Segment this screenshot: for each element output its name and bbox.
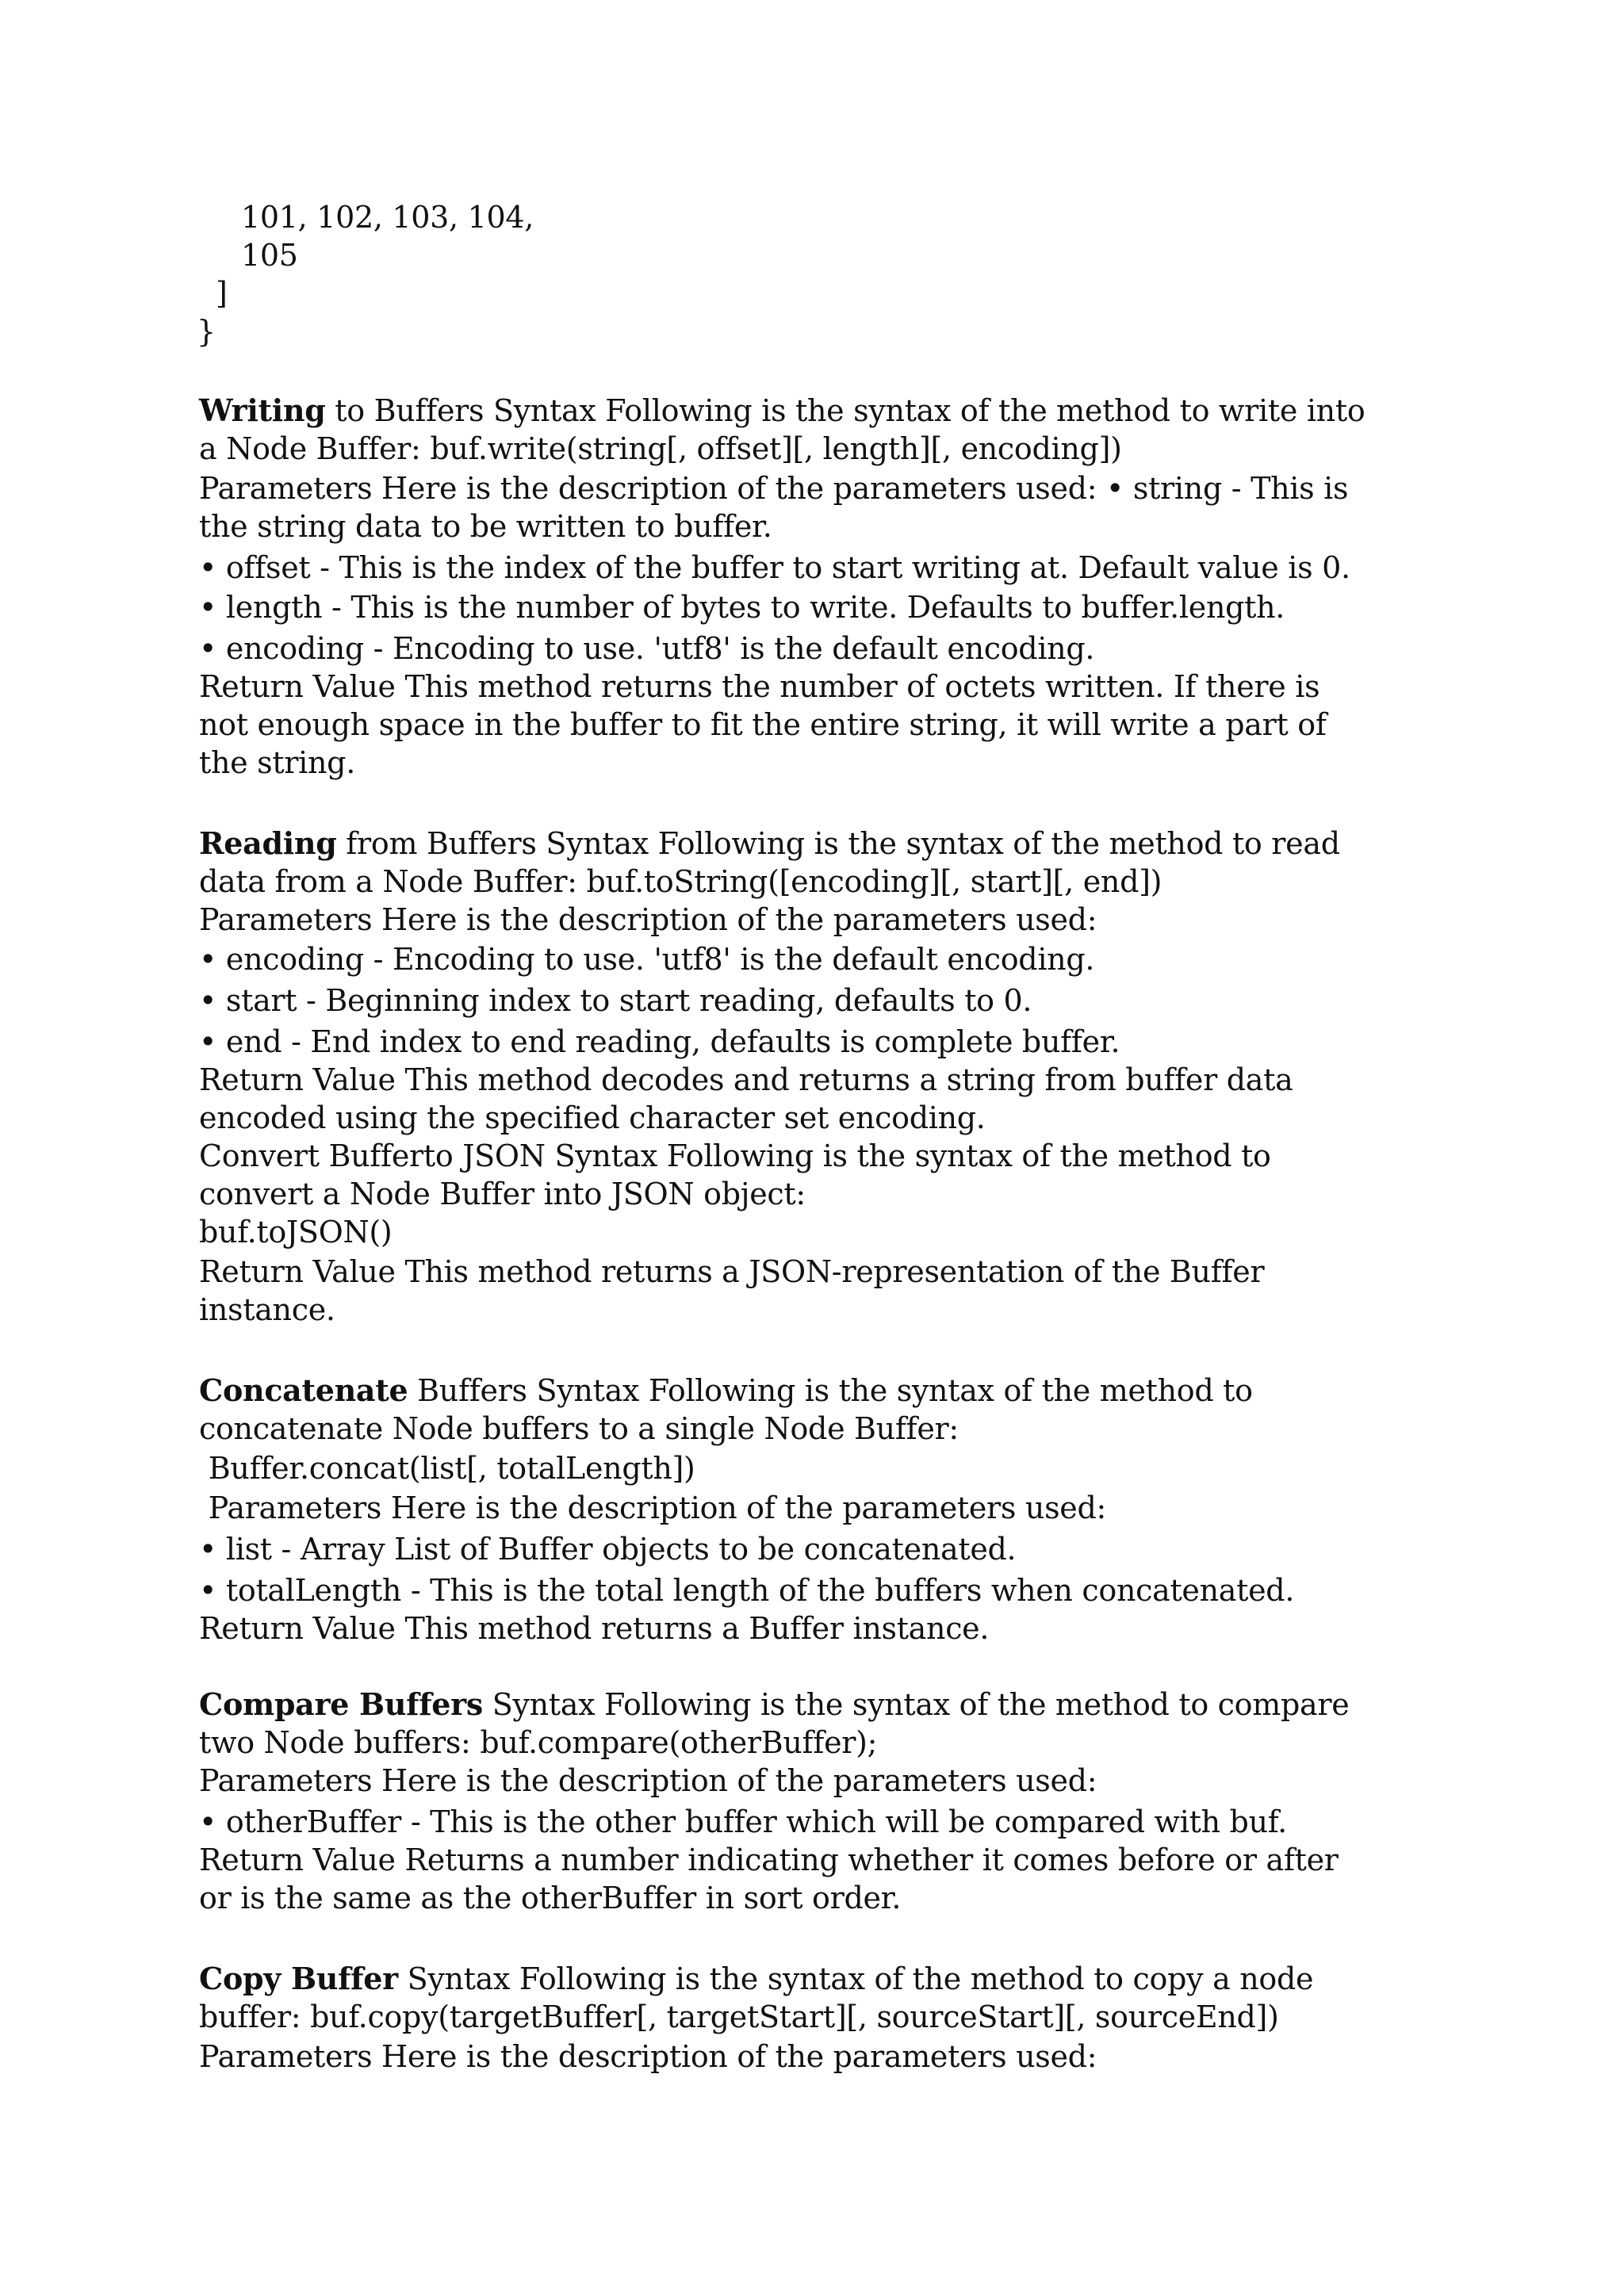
paragraph-line: Return Value This method returns a Buffer instance. xyxy=(199,1611,990,1646)
paragraph-line: the string data to be written to buffer. xyxy=(199,509,772,544)
paragraph-line: not enough space in the buffer to fit the entire string, it will write a part of xyxy=(199,707,1327,742)
bullet-item: • encoding - Encoding to use. 'utf8' is the default encoding. xyxy=(199,631,1095,666)
writing-heading-line xyxy=(199,392,1365,430)
paragraph-line: Parameters Here is the description of the parameters used: xyxy=(199,2039,1097,2074)
copy-heading: Copy Buffer xyxy=(199,1961,398,1996)
reading-heading: Reading xyxy=(199,825,337,861)
paragraph-line: data from a Node Buffer: buf.toString([encoding][, start][, end]) xyxy=(199,864,1162,899)
copy-heading-rest: Syntax Following is the syntax of the method to copy a node xyxy=(397,1961,1314,1996)
bullet-item: • encoding - Encoding to use. 'utf8' is the default encoding. xyxy=(199,942,1095,977)
compare-heading-line xyxy=(199,1686,1349,1724)
bullet-item: • offset - This is the index of the buffer to start writing at. Default value is 0. xyxy=(199,550,1350,585)
code-line: 101, 102, 103, 104, xyxy=(241,200,534,235)
paragraph-line: buf.toJSON() xyxy=(199,1215,393,1249)
writing-heading-rest: to Buffers Syntax Following is the syntax of the method to write into xyxy=(325,393,1365,428)
paragraph-line: Return Value This method returns the number of octets written. If there is xyxy=(199,669,1320,704)
paragraph-line: Convert Bufferto JSON Syntax Following is the syntax of the method to xyxy=(199,1138,1271,1173)
bullet-item: • otherBuffer - This is the other buffer which will be compared with buf. xyxy=(199,1804,1287,1839)
paragraph-line: concatenate Node buffers to a single Node Buffer: xyxy=(199,1411,959,1446)
writing-heading: Writing xyxy=(199,392,326,428)
copy-heading-line xyxy=(199,1960,1313,1998)
bullet-item: • list - Array List of Buffer objects to be concatenated. xyxy=(199,1532,1017,1567)
reading-heading-line xyxy=(199,825,1340,863)
paragraph-line: Parameters Here is the description of the parameters used: xyxy=(199,1490,1106,1525)
paragraph-line: encoded using the specified character set encoding. xyxy=(199,1100,986,1135)
paragraph-line: instance. xyxy=(199,1292,335,1327)
compare-heading-rest: Syntax Following is the syntax of the method to compare xyxy=(482,1687,1350,1722)
paragraph-line: Return Value Returns a number indicating whether it comes before or after xyxy=(199,1843,1339,1877)
bullet-item: • totalLength - This is the total length of the buffers when concatenated. xyxy=(199,1573,1295,1608)
paragraph-line: Return Value This method decodes and returns a string from buffer data xyxy=(199,1062,1293,1097)
paragraph-line: buffer: buf.copy(targetBuffer[, targetStart][, sourceStart][, sourceEnd]) xyxy=(199,1999,1279,2034)
paragraph-line: a Node Buffer: buf.write(string[, offset][, length][, encoding]) xyxy=(199,431,1122,466)
paragraph-line: or is the same as the otherBuffer in sort order. xyxy=(199,1881,902,1915)
concatenate-heading: Concatenate xyxy=(199,1372,408,1408)
paragraph-line: two Node buffers: buf.compare(otherBuffer); xyxy=(199,1725,878,1760)
bullet-item: • length - This is the number of bytes to write. Defaults to buffer.length. xyxy=(199,590,1285,625)
paragraph-line: Buffer.concat(list[, totalLength]) xyxy=(199,1451,695,1486)
reading-heading-rest: from Buffers Syntax Following is the syntax of the method to read xyxy=(336,826,1340,861)
paragraph-line: Parameters Here is the description of the parameters used: xyxy=(199,1763,1097,1798)
bullet-item: • end - End index to end reading, defaults is complete buffer. xyxy=(199,1024,1120,1059)
concatenate-heading-line xyxy=(199,1372,1253,1410)
concatenate-heading-rest: Buffers Syntax Following is the syntax of the method to xyxy=(408,1373,1253,1408)
paragraph-line: Return Value This method returns a JSON-representation of the Buffer xyxy=(199,1254,1265,1289)
bullet-item: • start - Beginning index to start reading, defaults to 0. xyxy=(199,983,1032,1018)
code-line: ] xyxy=(216,276,228,311)
compare-heading: Compare Buffers xyxy=(199,1686,483,1722)
paragraph-line: Parameters Here is the description of the parameters used: • string - This is xyxy=(199,471,1349,506)
paragraph-line: convert a Node Buffer into JSON object: xyxy=(199,1177,806,1211)
paragraph-line: the string. xyxy=(199,745,355,780)
paragraph-line: Parameters Here is the description of the parameters used: xyxy=(199,902,1097,937)
code-line: } xyxy=(197,314,216,349)
code-line: 105 xyxy=(241,238,298,273)
